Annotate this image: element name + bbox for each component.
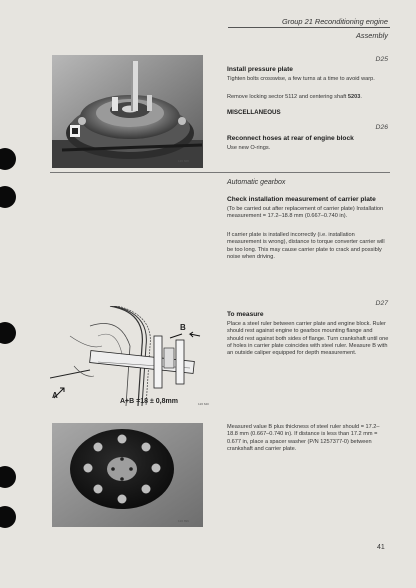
header-subtitle: Assembly — [355, 31, 388, 40]
label-a: A — [52, 391, 58, 400]
section-divider — [50, 172, 390, 173]
binder-hole-4 — [0, 466, 16, 488]
measurement-formula: A+B =18 ± 0,8mm — [120, 398, 178, 405]
figure-number-2: 126 640 — [198, 402, 209, 406]
binder-hole-1 — [0, 148, 16, 170]
d25-paragraph-2-end: . — [360, 94, 362, 100]
carrier-paragraph-1: (To be carried out after replacement of carrier plate) Installation measurement = 17.2–18.8 mm (0.667–0.740 in). — [227, 206, 384, 220]
to-measure-heading: To measure — [227, 311, 264, 318]
install-pressure-plate-heading: Install pressure plate — [227, 66, 293, 73]
automatic-gearbox-title: Automatic gearbox — [227, 179, 286, 186]
d25-paragraph-2-text: Remove locking sector 5112 and centering shaft — [227, 94, 348, 100]
figure-number-3: 126 899 — [178, 519, 189, 523]
check-installation-heading: Check installation measurement of carrier plate — [227, 196, 376, 203]
measured-value-paragraph: Measured value B plus thickness of steel ruler should = 17.2–18.8 mm (0.667–0.740 in). If distance is less than 17.2 mm = 0.677 in, place a spacer washer (P/N 1257377-0) between crankshaft and carrier plate. — [227, 424, 380, 452]
label-b: B — [180, 323, 186, 332]
pressure-plate-photo — [52, 55, 203, 168]
figure-number-1: 126 668 — [178, 159, 189, 163]
section-code-d25: D25 — [375, 56, 388, 63]
section-code-d26: D26 — [375, 124, 388, 131]
carrier-plate-photo — [52, 423, 203, 527]
d27-paragraph-1: Place a steel ruler between carrier plate and engine block. Ruler should rest against engine to gearbox mounting flange and should rest against both sides of flange. Turn crankshaft until one of holes in carrier plate coincides with steel ruler. Measure B with an outside caliper equipped for depth measurement. — [227, 321, 389, 357]
header-rule — [228, 27, 390, 28]
carrier-paragraph-2: If carrier plate is installed incorrectly (i.e. installation measurement is wrong), distance to torque converter carrier will be too long. This may cause carrier plate to crack and possibly noise when driving. — [227, 232, 385, 260]
header-group-title: Group 21 Reconditioning engine — [281, 17, 388, 26]
section-code-d27: D27 — [375, 300, 388, 307]
d25-paragraph-2 — [227, 94, 397, 101]
page-number: 41 — [377, 544, 385, 551]
miscellaneous-heading: MISCELLANEOUS — [227, 109, 281, 116]
d26-paragraph-1: Use new O-rings. — [227, 145, 271, 151]
binder-hole-5 — [0, 506, 16, 528]
binder-hole-2 — [0, 186, 16, 208]
binder-hole-3 — [0, 322, 16, 344]
d25-shaft-number: 5203 — [347, 94, 361, 100]
carrier-plate-illustration — [52, 423, 203, 527]
d25-paragraph-1: Tighten bolts crosswise, a few turns at a time to avoid warp. — [227, 76, 375, 82]
pressure-plate-illustration — [52, 55, 203, 168]
reconnect-hoses-heading: Reconnect hoses at rear of engine block — [227, 135, 354, 142]
